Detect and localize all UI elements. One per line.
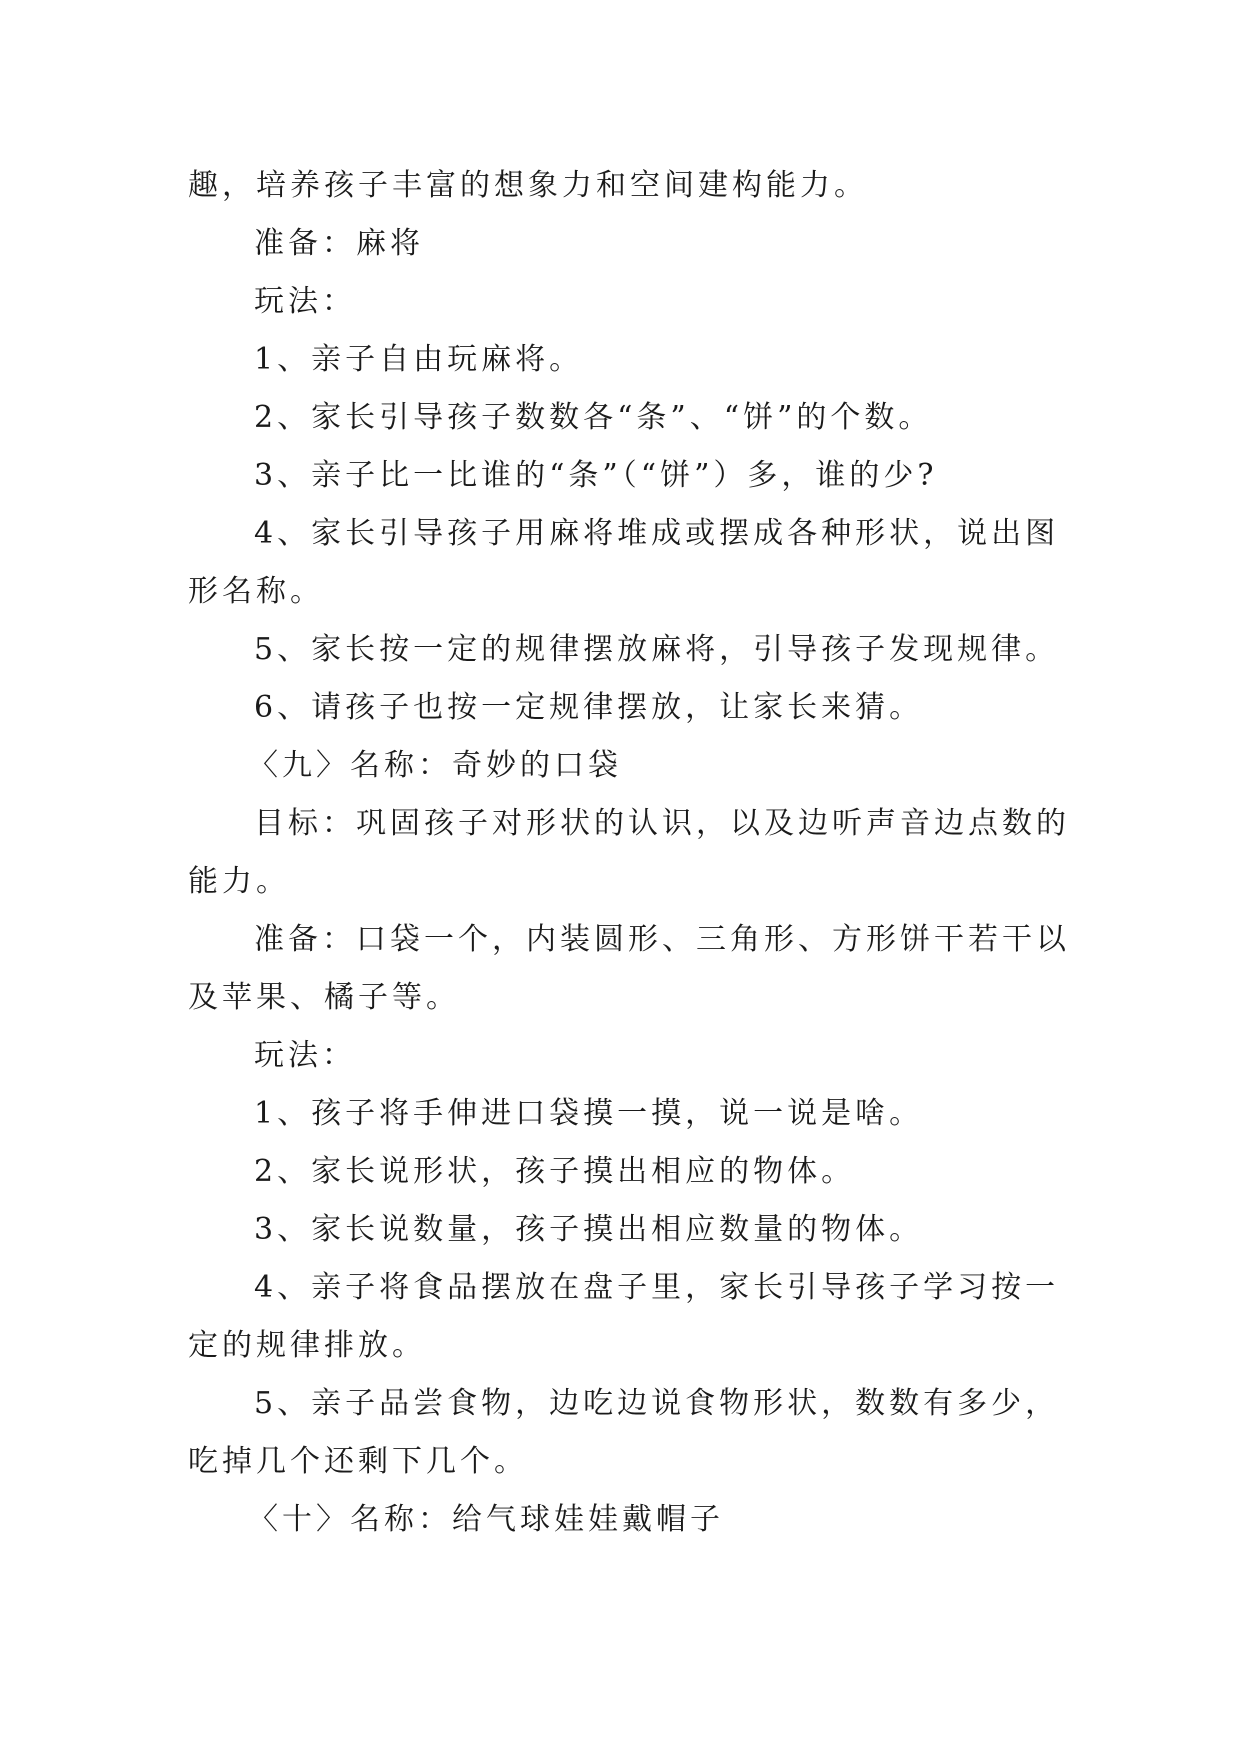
paragraph-line: 3、家长说数量，孩子摸出相应数量的物体。 <box>254 1212 924 1247</box>
paragraph-line: 准备：麻将 <box>254 226 424 261</box>
paragraph-line: 定的规律排放。 <box>188 1328 426 1363</box>
paragraph-line: 吃掉几个还剩下几个。 <box>188 1444 528 1479</box>
paragraph-line: 玩法： <box>254 1038 356 1073</box>
paragraph-line: 4、家长引导孩子用麻将堆成或摆成各种形状，说出图 <box>254 516 1060 551</box>
paragraph-line: 2、家长引导孩子数数各“条”、“饼”的个数。 <box>254 400 933 435</box>
paragraph-line: 2、家长说形状，孩子摸出相应的物体。 <box>254 1154 856 1189</box>
paragraph-line: 1、孩子将手伸进口袋摸一摸，说一说是啥。 <box>254 1096 924 1131</box>
paragraph-line: 玩法： <box>254 284 356 319</box>
paragraph-line: 5、家长按一定的规律摆放麻将，引导孩子发现规律。 <box>254 632 1060 667</box>
paragraph-line: 准备：口袋一个，内装圆形、三角形、方形饼干若干以 <box>254 922 1070 957</box>
section-heading: 〈十〉名称：给气球娃娃戴帽子 <box>248 1502 724 1537</box>
paragraph-line: 趣，培养孩子丰富的想象力和空间建构能力。 <box>188 168 868 203</box>
paragraph-line: 4、亲子将食品摆放在盘子里，家长引导孩子学习按一 <box>254 1270 1060 1305</box>
paragraph-line: 6、请孩子也按一定规律摆放，让家长来猜。 <box>254 690 924 725</box>
paragraph-line: 能力。 <box>188 864 290 899</box>
paragraph-line: 形名称。 <box>188 574 324 609</box>
paragraph-line: 1、亲子自由玩麻将。 <box>254 342 584 377</box>
paragraph-line: 目标：巩固孩子对形状的认识，以及边听声音边点数的 <box>254 806 1070 841</box>
section-heading: 〈九〉名称：奇妙的口袋 <box>248 748 622 783</box>
paragraph-line: 5、亲子品尝食物，边吃边说食物形状，数数有多少， <box>254 1386 1060 1421</box>
paragraph-line: 及苹果、橘子等。 <box>188 980 460 1015</box>
paragraph-line: 3、亲子比一比谁的“条”（“饼”）多，谁的少? <box>254 458 938 493</box>
